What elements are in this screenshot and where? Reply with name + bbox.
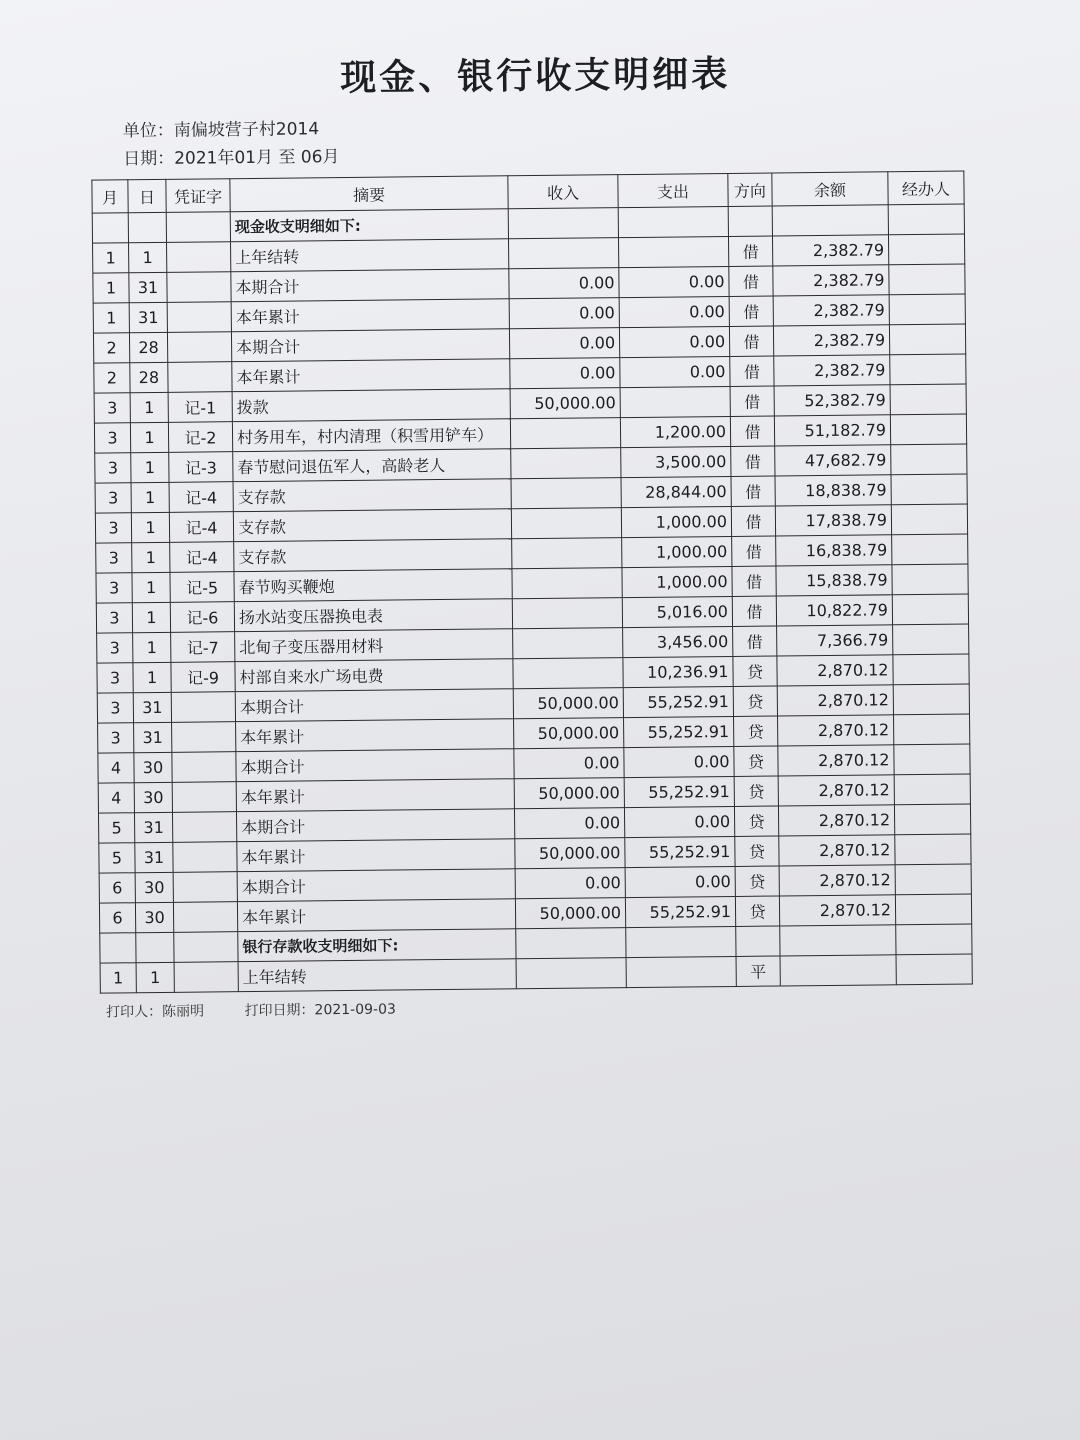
cell-income bbox=[512, 538, 622, 569]
cell-expense: 0.00 bbox=[624, 746, 734, 777]
cell-direction bbox=[728, 206, 772, 236]
cell-direction: 贷 bbox=[735, 866, 779, 896]
cell-income bbox=[510, 418, 620, 449]
cell-handler bbox=[888, 204, 964, 235]
cell-income: 50,000.00 bbox=[515, 898, 625, 929]
cell-income: 50,000.00 bbox=[514, 778, 624, 809]
cell-direction: 贷 bbox=[733, 686, 777, 716]
cell-voucher bbox=[167, 332, 231, 363]
cell-handler bbox=[895, 864, 971, 895]
cell-month: 3 bbox=[94, 423, 130, 453]
cell-direction: 借 bbox=[729, 266, 773, 296]
cell-voucher bbox=[174, 932, 238, 963]
cell-income bbox=[513, 628, 623, 659]
cell-voucher bbox=[174, 962, 238, 993]
cell-expense: 10,236.91 bbox=[623, 656, 733, 687]
cell-balance: 7,366.79 bbox=[777, 625, 893, 656]
cell-handler bbox=[888, 234, 964, 265]
cell-voucher bbox=[173, 902, 237, 933]
cell-balance: 52,382.79 bbox=[774, 385, 890, 416]
cell-month: 3 bbox=[97, 663, 133, 693]
cell-month: 3 bbox=[96, 603, 132, 633]
cell-balance: 51,182.79 bbox=[774, 415, 890, 446]
cell-direction: 贷 bbox=[734, 776, 778, 806]
cell-direction: 借 bbox=[733, 626, 777, 656]
cell-summary: 支存款 bbox=[234, 539, 512, 572]
cell-income: 50,000.00 bbox=[513, 688, 623, 719]
col-month: 月 bbox=[92, 180, 128, 213]
print-date: 打印日期：2021-09-03 bbox=[244, 1001, 396, 1020]
cell-handler bbox=[889, 324, 965, 355]
cell-day: 31 bbox=[129, 272, 167, 302]
col-expense: 支出 bbox=[618, 173, 728, 207]
cell-income bbox=[513, 658, 623, 689]
cell-day: 1 bbox=[133, 632, 171, 662]
cell-voucher: 记-4 bbox=[169, 512, 233, 543]
cell-day bbox=[136, 932, 174, 962]
cell-expense bbox=[626, 956, 736, 987]
cell-voucher bbox=[172, 752, 236, 783]
cell-handler bbox=[893, 654, 969, 685]
cell-day: 31 bbox=[134, 812, 172, 842]
cell-direction: 借 bbox=[731, 506, 775, 536]
cell-summary: 银行存款收支明细如下: bbox=[238, 929, 516, 962]
cell-month: 2 bbox=[93, 333, 129, 363]
cell-month: 3 bbox=[96, 543, 132, 573]
cell-voucher: 记-3 bbox=[169, 452, 233, 483]
cell-day: 31 bbox=[129, 302, 167, 332]
cell-day: 31 bbox=[133, 692, 171, 722]
cell-direction: 贷 bbox=[735, 896, 779, 926]
ledger-body bbox=[92, 204, 972, 993]
cell-day: 30 bbox=[135, 872, 173, 902]
cell-expense: 1,000.00 bbox=[622, 536, 732, 567]
cell-summary: 本年累计 bbox=[237, 899, 515, 932]
cell-month: 3 bbox=[97, 693, 133, 723]
cell-balance: 2,870.12 bbox=[777, 655, 893, 686]
cell-handler bbox=[889, 294, 965, 325]
cell-income bbox=[511, 508, 621, 539]
cell-summary: 拨款 bbox=[232, 389, 510, 422]
cell-handler bbox=[895, 834, 971, 865]
cell-direction: 贷 bbox=[734, 716, 778, 746]
cell-voucher bbox=[172, 782, 236, 813]
cell-month: 3 bbox=[95, 453, 131, 483]
cell-expense: 55,252.91 bbox=[623, 686, 733, 717]
cell-direction: 借 bbox=[730, 386, 774, 416]
cell-income: 50,000.00 bbox=[515, 838, 625, 869]
cell-expense: 0.00 bbox=[620, 356, 730, 387]
cell-balance: 16,838.79 bbox=[776, 535, 892, 566]
cell-income bbox=[511, 478, 621, 509]
cell-month: 3 bbox=[98, 723, 134, 753]
cell-handler bbox=[894, 804, 970, 835]
cell-income bbox=[516, 958, 626, 989]
cell-day: 1 bbox=[129, 242, 167, 272]
cell-day: 1 bbox=[132, 542, 170, 572]
cell-month: 3 bbox=[95, 483, 131, 513]
cell-month: 3 bbox=[95, 513, 131, 543]
cell-summary: 春节慰问退伍军人，高龄老人 bbox=[233, 449, 511, 482]
cell-summary: 本年累计 bbox=[237, 839, 515, 872]
cell-day: 1 bbox=[131, 452, 169, 482]
cell-voucher: 记-2 bbox=[168, 422, 232, 453]
cell-summary: 本期合计 bbox=[237, 869, 515, 902]
cell-day: 1 bbox=[136, 962, 174, 992]
cell-month: 2 bbox=[94, 363, 130, 393]
cell-expense: 1,000.00 bbox=[621, 506, 731, 537]
cell-month: 5 bbox=[99, 843, 135, 873]
cell-voucher bbox=[167, 242, 231, 273]
cell-voucher bbox=[172, 812, 236, 843]
unit-line: 单位：南偏坡营子村2014 bbox=[122, 119, 320, 142]
cell-voucher bbox=[172, 722, 236, 753]
cell-expense: 5,016.00 bbox=[622, 596, 732, 627]
cell-handler bbox=[892, 534, 968, 565]
cell-direction bbox=[736, 926, 780, 956]
cell-expense: 3,500.00 bbox=[621, 446, 731, 477]
cell-day: 1 bbox=[133, 662, 171, 692]
cell-direction: 借 bbox=[732, 596, 776, 626]
cell-income: 0.00 bbox=[509, 328, 619, 359]
cell-handler bbox=[892, 564, 968, 595]
cell-summary: 现金收支明细如下: bbox=[230, 209, 508, 242]
cell-day: 1 bbox=[132, 602, 170, 632]
cell-summary: 村部自来水广场电费 bbox=[235, 659, 513, 692]
cell-month: 6 bbox=[99, 873, 135, 903]
cell-direction: 借 bbox=[728, 236, 772, 266]
cell-summary: 村务用车，村内清理（积雪用铲车） bbox=[232, 419, 510, 452]
cell-handler bbox=[895, 894, 971, 925]
cell-expense: 0.00 bbox=[619, 266, 729, 297]
cell-month: 5 bbox=[98, 813, 134, 843]
cell-expense bbox=[618, 236, 728, 267]
cell-voucher: 记-4 bbox=[170, 542, 234, 573]
cell-expense: 0.00 bbox=[625, 866, 735, 897]
cell-expense: 0.00 bbox=[619, 326, 729, 357]
cell-voucher: 记-6 bbox=[170, 602, 234, 633]
cell-balance: 2,870.12 bbox=[777, 685, 893, 716]
cell-direction: 贷 bbox=[735, 836, 779, 866]
cell-expense: 3,456.00 bbox=[623, 626, 733, 657]
cell-summary: 上年结转 bbox=[238, 959, 516, 992]
cell-handler bbox=[896, 924, 972, 955]
cell-direction: 借 bbox=[731, 476, 775, 506]
cell-month bbox=[92, 213, 128, 243]
cell-balance: 2,382.79 bbox=[774, 355, 890, 386]
cell-day: 1 bbox=[132, 572, 170, 602]
cell-direction: 借 bbox=[729, 296, 773, 326]
cell-day: 28 bbox=[130, 362, 168, 392]
cell-income bbox=[511, 448, 621, 479]
cell-balance: 10,822.79 bbox=[776, 595, 892, 626]
col-voucher: 凭证字 bbox=[166, 179, 230, 213]
cell-voucher: 记-9 bbox=[171, 662, 235, 693]
document-title: 现金、银行收支明细表 bbox=[340, 53, 731, 100]
cell-balance: 2,870.12 bbox=[778, 775, 894, 806]
cell-income: 0.00 bbox=[515, 868, 625, 899]
col-summary: 摘要 bbox=[230, 176, 508, 212]
cell-expense: 55,252.91 bbox=[625, 836, 735, 867]
cell-handler bbox=[893, 684, 969, 715]
cell-day: 30 bbox=[134, 752, 172, 782]
cell-income: 50,000.00 bbox=[510, 388, 620, 419]
cell-balance: 2,382.79 bbox=[772, 235, 888, 266]
cell-direction: 借 bbox=[732, 536, 776, 566]
cell-day: 1 bbox=[130, 422, 168, 452]
cell-direction: 贷 bbox=[734, 806, 778, 836]
cell-balance bbox=[780, 955, 896, 986]
cell-month bbox=[100, 933, 136, 963]
cell-month: 1 bbox=[93, 273, 129, 303]
cell-expense: 28,844.00 bbox=[621, 476, 731, 507]
cell-month: 4 bbox=[98, 753, 134, 783]
cell-balance: 2,870.12 bbox=[779, 895, 895, 926]
cell-expense: 1,200.00 bbox=[620, 416, 730, 447]
cell-expense bbox=[626, 926, 736, 957]
cell-balance bbox=[772, 205, 888, 236]
cell-month: 3 bbox=[96, 573, 132, 603]
cell-day: 1 bbox=[131, 482, 169, 512]
col-handler: 经办人 bbox=[888, 171, 964, 205]
cell-summary: 北甸子变压器用材料 bbox=[235, 629, 513, 662]
cell-handler bbox=[891, 444, 967, 475]
cell-direction: 借 bbox=[729, 326, 773, 356]
cell-balance: 2,870.12 bbox=[779, 865, 895, 896]
col-balance: 余额 bbox=[772, 172, 888, 206]
cell-handler bbox=[894, 774, 970, 805]
cell-balance: 18,838.79 bbox=[775, 475, 891, 506]
cell-balance bbox=[780, 925, 896, 956]
cell-month: 3 bbox=[97, 633, 133, 663]
cell-voucher: 记-4 bbox=[169, 482, 233, 513]
cell-month: 1 bbox=[93, 303, 129, 333]
cell-voucher: 记-7 bbox=[171, 632, 235, 663]
cell-income bbox=[516, 928, 626, 959]
cell-direction: 贷 bbox=[734, 746, 778, 776]
cell-balance: 47,682.79 bbox=[775, 445, 891, 476]
cell-day: 1 bbox=[130, 392, 168, 422]
cell-direction: 借 bbox=[730, 356, 774, 386]
cell-handler bbox=[891, 504, 967, 535]
cell-summary: 本期合计 bbox=[231, 329, 509, 362]
cell-summary: 支存款 bbox=[233, 479, 511, 512]
cell-day: 30 bbox=[134, 782, 172, 812]
cell-day: 31 bbox=[134, 722, 172, 752]
cell-balance: 2,382.79 bbox=[773, 265, 889, 296]
col-day: 日 bbox=[128, 179, 166, 212]
cell-day: 31 bbox=[135, 842, 173, 872]
cell-expense: 0.00 bbox=[619, 296, 729, 327]
cell-summary: 上年结转 bbox=[231, 239, 509, 272]
cell-income: 0.00 bbox=[514, 808, 624, 839]
footer bbox=[106, 992, 990, 1021]
cell-day: 30 bbox=[135, 902, 173, 932]
cell-income: 0.00 bbox=[509, 298, 619, 329]
cell-expense: 1,000.00 bbox=[622, 566, 732, 597]
cell-voucher bbox=[167, 272, 231, 303]
cell-handler bbox=[893, 624, 969, 655]
cell-handler bbox=[892, 594, 968, 625]
cell-summary: 支存款 bbox=[233, 509, 511, 542]
cell-balance: 2,870.12 bbox=[778, 715, 894, 746]
cell-balance: 2,382.79 bbox=[773, 325, 889, 356]
ledger-table bbox=[91, 171, 972, 994]
cell-income: 0.00 bbox=[514, 748, 624, 779]
cell-handler bbox=[894, 744, 970, 775]
cell-income bbox=[508, 238, 618, 269]
cell-month: 3 bbox=[94, 393, 130, 423]
cell-balance: 2,382.79 bbox=[773, 295, 889, 326]
cell-summary: 本期合计 bbox=[231, 269, 509, 302]
cell-summary: 本期合计 bbox=[236, 749, 514, 782]
cell-expense bbox=[618, 206, 728, 237]
cell-month: 1 bbox=[93, 243, 129, 273]
cell-direction: 平 bbox=[736, 956, 780, 986]
cell-voucher bbox=[166, 212, 230, 243]
cell-handler bbox=[890, 384, 966, 415]
cell-income: 50,000.00 bbox=[514, 718, 624, 749]
cell-direction: 借 bbox=[730, 416, 774, 446]
cell-voucher bbox=[167, 302, 231, 333]
col-direction: 方向 bbox=[728, 173, 772, 206]
cell-income: 0.00 bbox=[509, 268, 619, 299]
cell-voucher: 记-5 bbox=[170, 572, 234, 603]
cell-summary: 扬水站变压器换电表 bbox=[234, 599, 512, 632]
cell-expense: 0.00 bbox=[624, 806, 734, 837]
cell-balance: 15,838.79 bbox=[776, 565, 892, 596]
cell-day: 28 bbox=[129, 332, 167, 362]
cell-day bbox=[128, 212, 166, 242]
cell-expense: 55,252.91 bbox=[624, 776, 734, 807]
cell-month: 4 bbox=[98, 783, 134, 813]
cell-summary: 春节购买鞭炮 bbox=[234, 569, 512, 602]
cell-voucher bbox=[173, 872, 237, 903]
document bbox=[90, 43, 990, 1021]
cell-day: 1 bbox=[131, 512, 169, 542]
cell-expense: 55,252.91 bbox=[625, 896, 735, 927]
cell-balance: 2,870.12 bbox=[778, 745, 894, 776]
cell-income bbox=[508, 208, 618, 239]
period-line: 日期：2021年01月 至 06月 bbox=[123, 147, 340, 170]
cell-balance: 2,870.12 bbox=[779, 835, 895, 866]
cell-handler bbox=[896, 954, 972, 985]
cell-voucher: 记-1 bbox=[168, 392, 232, 423]
cell-expense: 55,252.91 bbox=[624, 716, 734, 747]
cell-month: 1 bbox=[100, 963, 136, 993]
col-income: 收入 bbox=[508, 175, 618, 209]
cell-voucher bbox=[173, 842, 237, 873]
cell-direction: 借 bbox=[732, 566, 776, 596]
cell-handler bbox=[890, 354, 966, 385]
cell-summary: 本年累计 bbox=[236, 779, 514, 812]
cell-direction: 借 bbox=[731, 446, 775, 476]
cell-income: 0.00 bbox=[510, 358, 620, 389]
cell-expense bbox=[620, 386, 730, 417]
cell-handler bbox=[890, 414, 966, 445]
cell-summary: 本年累计 bbox=[236, 719, 514, 752]
cell-voucher bbox=[168, 362, 232, 393]
cell-voucher bbox=[171, 692, 235, 723]
cell-summary: 本年累计 bbox=[231, 299, 509, 332]
printer-name: 打印人：陈丽明 bbox=[105, 1003, 205, 1021]
cell-handler bbox=[891, 474, 967, 505]
cell-summary: 本期合计 bbox=[235, 689, 513, 722]
cell-direction: 贷 bbox=[733, 656, 777, 686]
cell-summary: 本年累计 bbox=[232, 359, 510, 392]
cell-income bbox=[512, 598, 622, 629]
cell-handler bbox=[894, 714, 970, 745]
cell-summary: 本期合计 bbox=[236, 809, 514, 842]
cell-balance: 17,838.79 bbox=[775, 505, 891, 536]
cell-balance: 2,870.12 bbox=[778, 805, 894, 836]
cell-income bbox=[512, 568, 622, 599]
cell-month: 6 bbox=[99, 903, 135, 933]
cell-handler bbox=[889, 264, 965, 295]
